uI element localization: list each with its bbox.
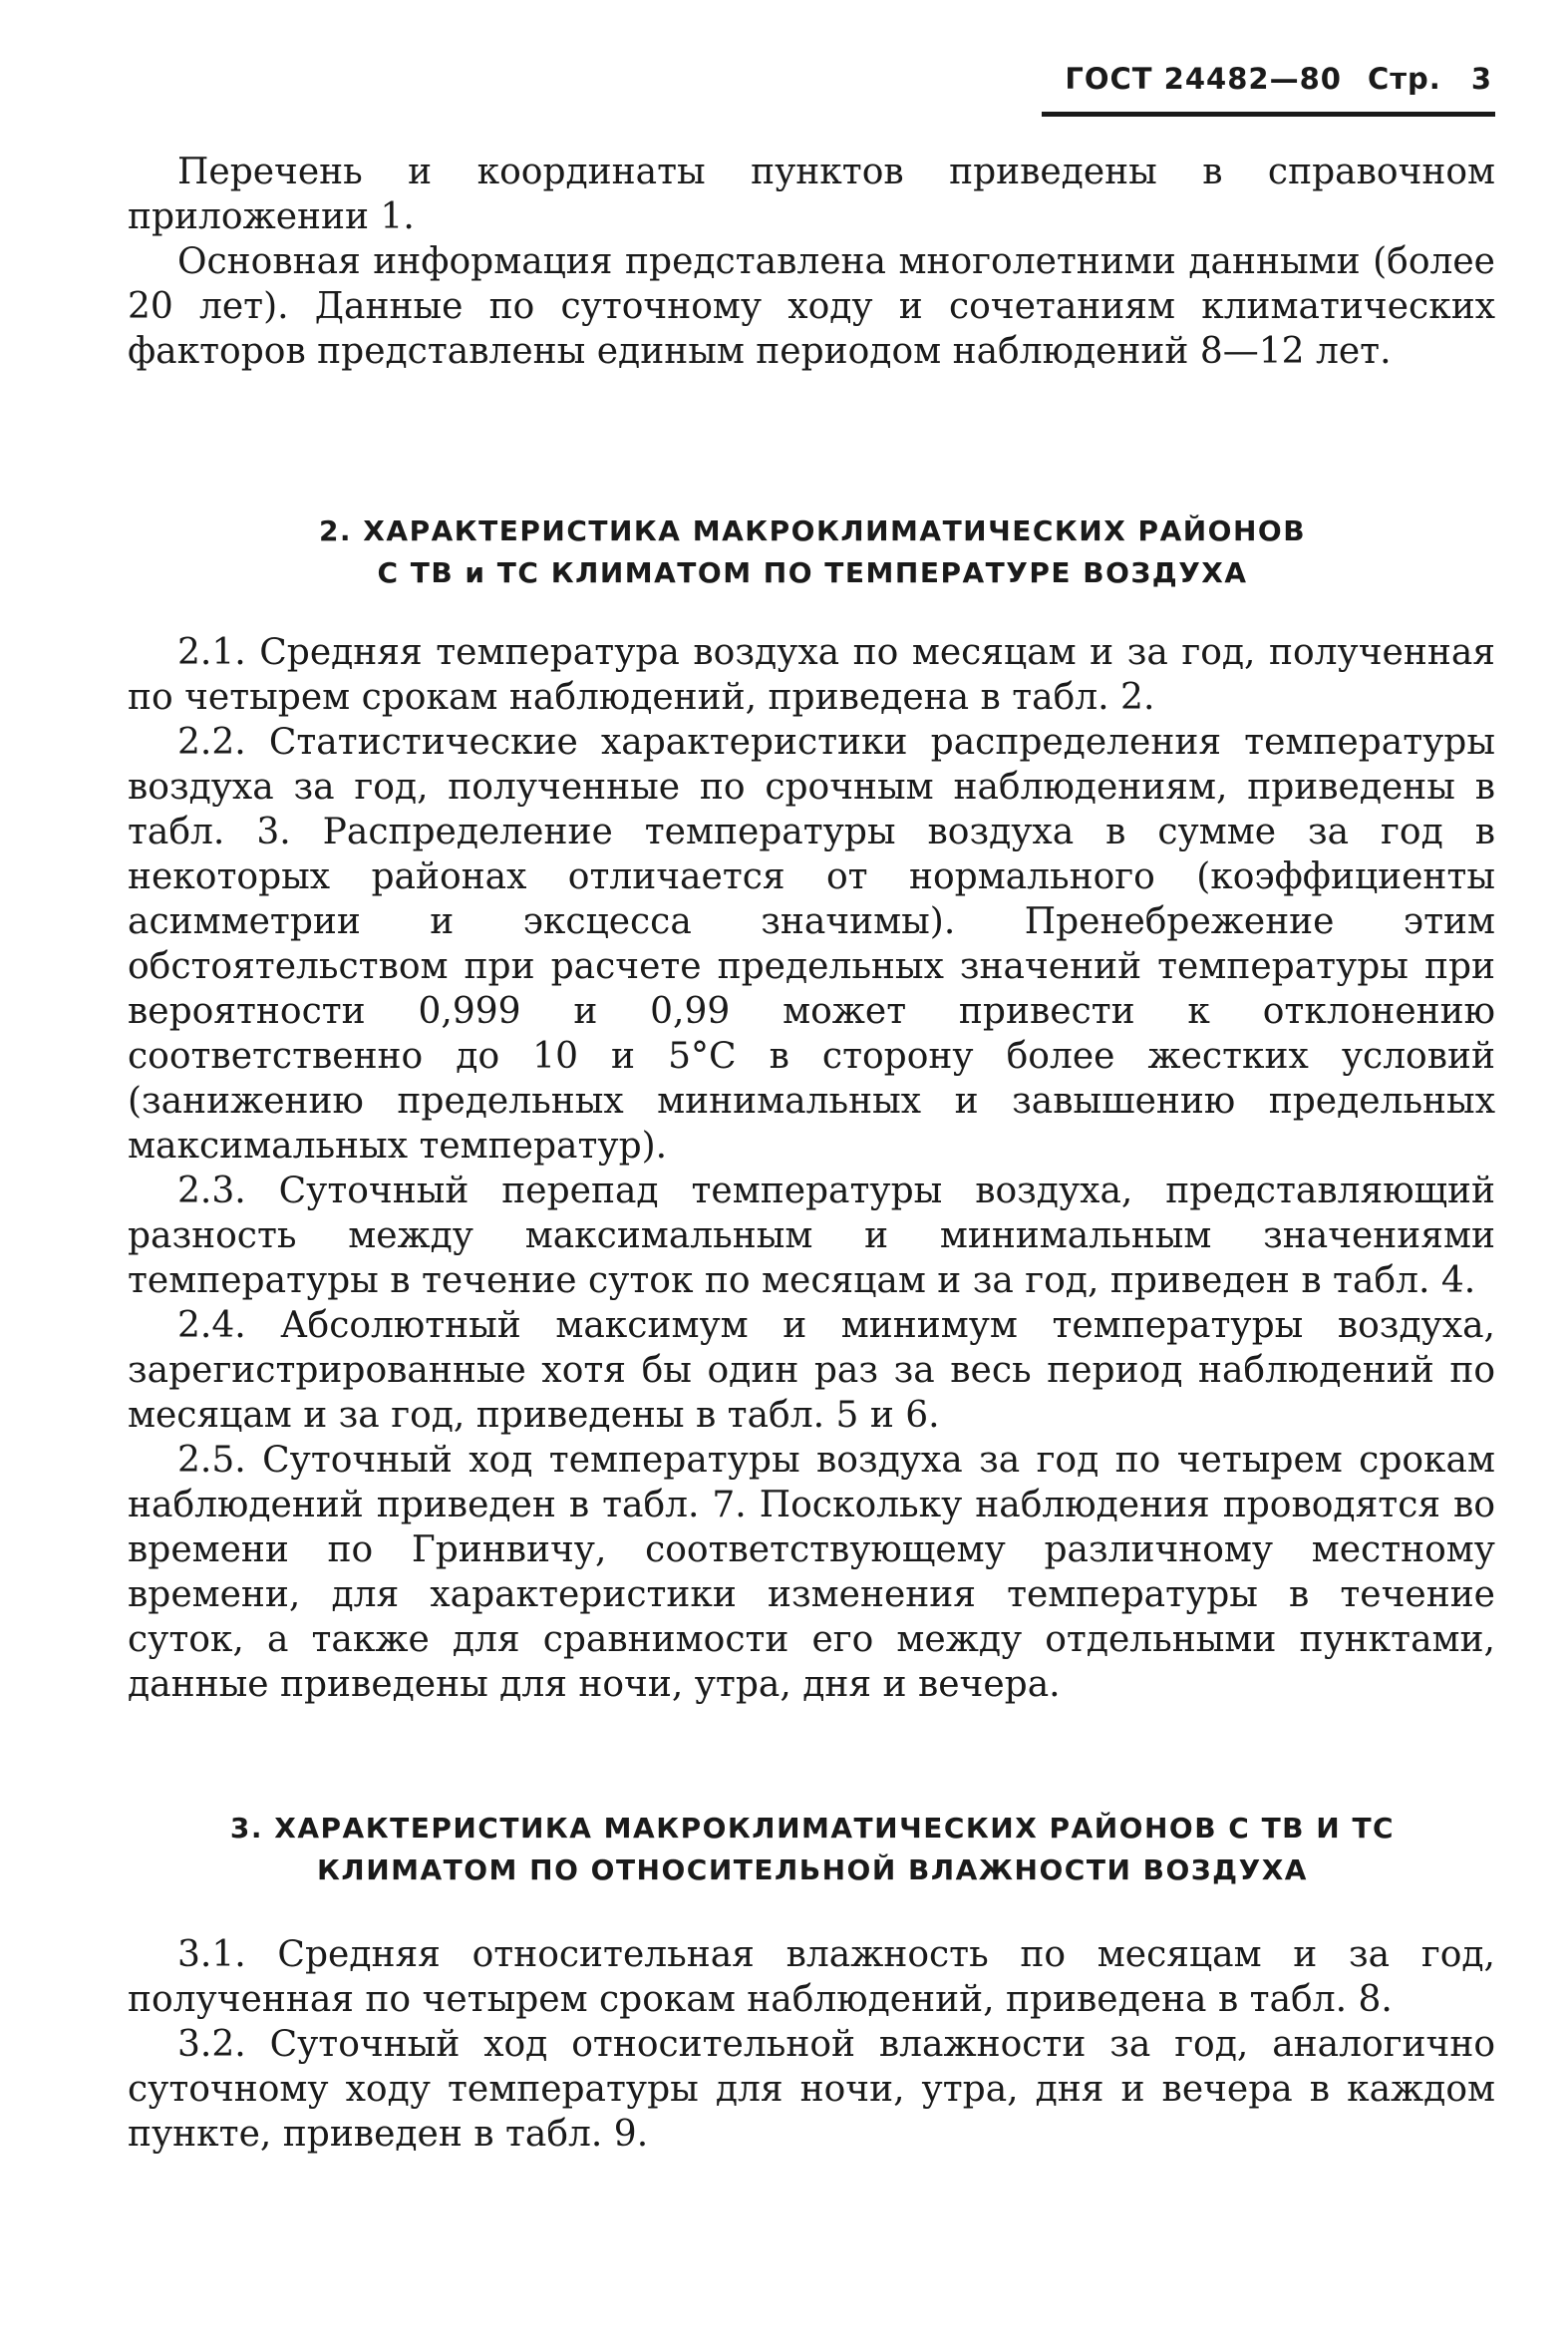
section-3-heading-line-1: 3. ХАРАКТЕРИСТИКА МАКРОКЛИМАТИЧЕСКИХ РАЙОНОВ С ТВ И ТС xyxy=(229,1812,1396,1845)
page-number: 3 xyxy=(1470,62,1492,96)
standard-number: ГОСТ 24482—80 xyxy=(1065,62,1342,96)
section-2-heading-line-2: С ТВ и ТС КЛИМАТОМ ПО ТЕМПЕРАТУРЕ ВОЗДУХА xyxy=(377,556,1248,589)
header-rule xyxy=(1042,112,1495,117)
paragraph-2-4: 2.4. Абсолютный максимум и минимум температуры воздуха, зарегистрированные хотя бы один раз за весь период наблюдений по месяцам и за год, приведены в табл. 5 и 6. xyxy=(128,1305,1495,1436)
page-header xyxy=(1034,62,1492,96)
paragraph-2-1: 2.1. Средняя температура воздуха по месяцам и за год, полученная по четырем срокам наблюдений, приведена в табл. 2. xyxy=(128,632,1495,718)
paragraph-intro-1: Перечень и координаты пунктов приведены в справочном приложении 1. xyxy=(128,152,1495,237)
paragraph-3-2: 3.2. Суточный ход относительной влажности за год, аналогично суточному ходу температуры для ночи, утра, дня и вечера в каждом пункте, приведен в табл. 9. xyxy=(128,2024,1495,2155)
paragraph-2-5: 2.5. Суточный ход температуры воздуха за год по четырем срокам наблюдений приведен в табл. 7. Поскольку наблюдения проводятся во времени по Гринвичу, соответствующему различному местному времени, для характеристики изменения температуры в течение суток, а также для сравнимости его между отдельными пунктами, данные приведены для ночи, утра, дня и вечера. xyxy=(128,1440,1495,1705)
section-2-heading xyxy=(189,510,1435,594)
paragraph-3-1: 3.1. Средняя относительная влажность по месяцам и за год, полученная по четырем срокам наблюдений, приведена в табл. 8. xyxy=(128,1934,1495,2020)
paragraph-2-2: 2.2. Статистические характеристики распределения температуры воздуха за год, полученные по срочным наблюдениям, приведены в табл. 3. Распределение температуры воздуха в сумме за год в некоторых районах отличается от нормального (коэффициенты асимметрии и эксцесса значимы). Пренебрежение этим обстоятельством при расчете предельных значений температуры при вероятности 0,999 и 0,99 может привести к отклонению соответственно до 10 и 5°С в сторону более жестких условий (занижению предельных минимальных и завышению предельных максимальных температур). xyxy=(128,722,1495,1167)
section-3-heading xyxy=(189,1808,1435,1891)
paragraph-2-3: 2.3. Суточный перепад температуры воздуха, представляющий разность между максимальным и минимальным значениями температуры в течение суток по месяцам и за год, приведен в табл. 4. xyxy=(128,1171,1495,1301)
section-2-heading-line-1: 2. ХАРАКТЕРИСТИКА МАКРОКЛИМАТИЧЕСКИХ РАЙОНОВ xyxy=(318,514,1307,547)
section-3-heading-line-2: КЛИМАТОМ ПО ОТНОСИТЕЛЬНОЙ ВЛАЖНОСТИ ВОЗДУХА xyxy=(317,1853,1308,1886)
paragraph-intro-2: Основная информация представлена многолетними данными (более 20 лет). Данные по суточному ходу и сочетаниям климатических факторов представлены единым периодом наблюдений 8—12 лет. xyxy=(128,241,1495,372)
page-label: Стр. xyxy=(1367,62,1441,96)
